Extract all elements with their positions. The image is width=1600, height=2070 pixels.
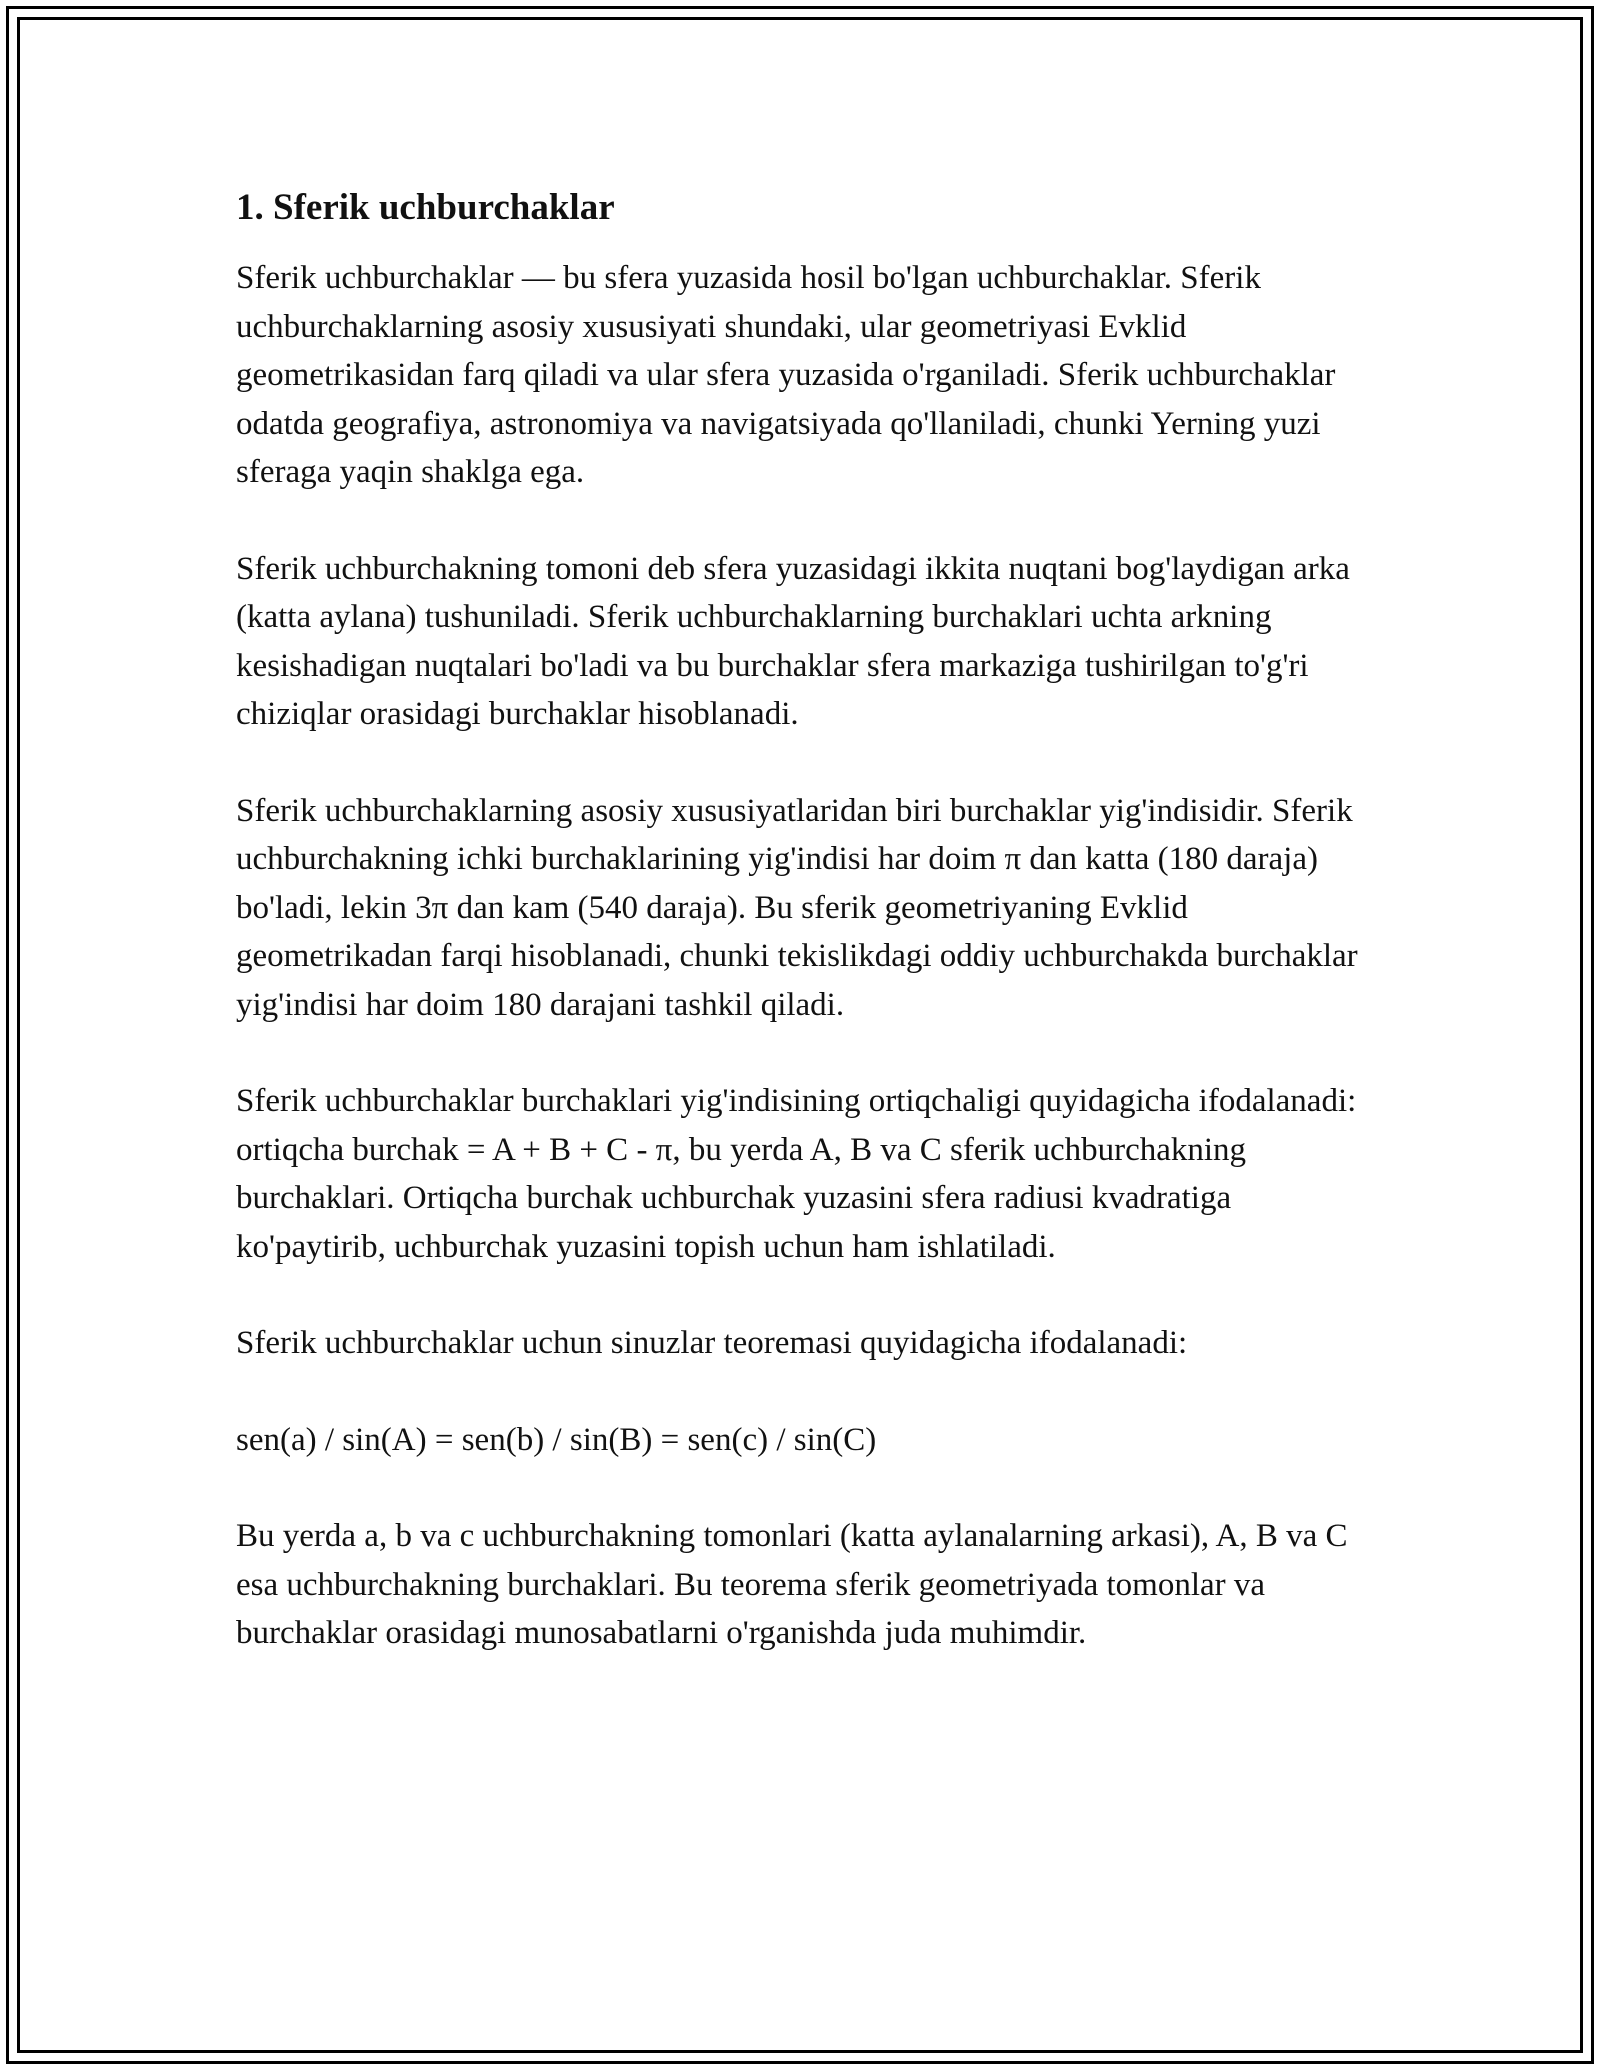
paragraph-sides: Sferik uchburchakning tomoni deb sfera yuzasidagi ikkita nuqtani bog'laydigan arka (katta aylana) tushuniladi. Sferik uchburchaklarning burchaklari uchta arkning kesishadigan nuqtalari bo'ladi va bu burchaklar sfera markaziga tushirilgan to'g'ri chiziqlar orasidagi burchaklar hisoblanadi. — [236, 550, 1350, 732]
paragraph-angle-sum: Sferik uchburchaklarning asosiy xususiyatlaridan biri burchaklar yig'indisidir. Sferik uchburchakning ichki burchaklarining yig'indisi har doim π dan katta (180 daraja) bo'ladi, lekin 3π dan kam (540 daraja). Bu sferik geometriyaning Evklid geometrikadan farqi hisoblanadi, chunki tekislikdagi oddiy uchburchakda burchaklar yig'indisi har doim 180 darajani tashkil qiladi. — [236, 792, 1358, 1023]
paragraph-spherical-excess: Sferik uchburchaklar burchaklari yig'indisining ortiqchaligi quyidagicha ifodalanadi: ortiqcha burchak = A + B + C - π, bu yerda A, B va C sferik uchburchakning burchaklari. Ortiqcha burchak uchburchak yuzasini sfera radiusi kvadratiga ko'paytirib, uchburchak yuzasini topish uchun ham ishlatiladi. — [236, 1083, 1357, 1265]
paragraph-intro: Sferik uchburchaklar — bu sfera yuzasida hosil bo'lgan uchburchaklar. Sferik uchburchaklarning asosiy xususiyati shundaki, ular geometriyasi Evklid geometrikasidan farq qiladi va ular sfera yuzasida o'rganiladi. Sferik uchburchaklar odatda geografiya, astronomiya va navigatsiyada qo'llaniladi, chunki Yerning yuzi sferaga yaqin shaklga ega. — [236, 260, 1336, 490]
document-body — [236, 184, 1386, 1706]
section-title: 1. Sferik uchburchaklar — [236, 187, 615, 228]
paragraph-conclusion: Bu yerda a, b va c uchburchakning tomonlari (katta aylanalarning arkasi), A, B va C esa uchburchakning burchaklari. Bu teorema sferik geometriyada tomonlar va burchaklar orasidagi munosabatlarni o'rganishda juda muhimdir. — [236, 1518, 1348, 1651]
paragraph-sine-theorem-intro: Sferik uchburchaklar uchun sinuzlar teoremasi quyidagicha ifodalanadi: — [236, 1325, 1188, 1361]
paragraph-formula: sen(a) / sin(A) = sen(b) / sin(B) = sen(c) / sin(C) — [236, 1421, 877, 1458]
